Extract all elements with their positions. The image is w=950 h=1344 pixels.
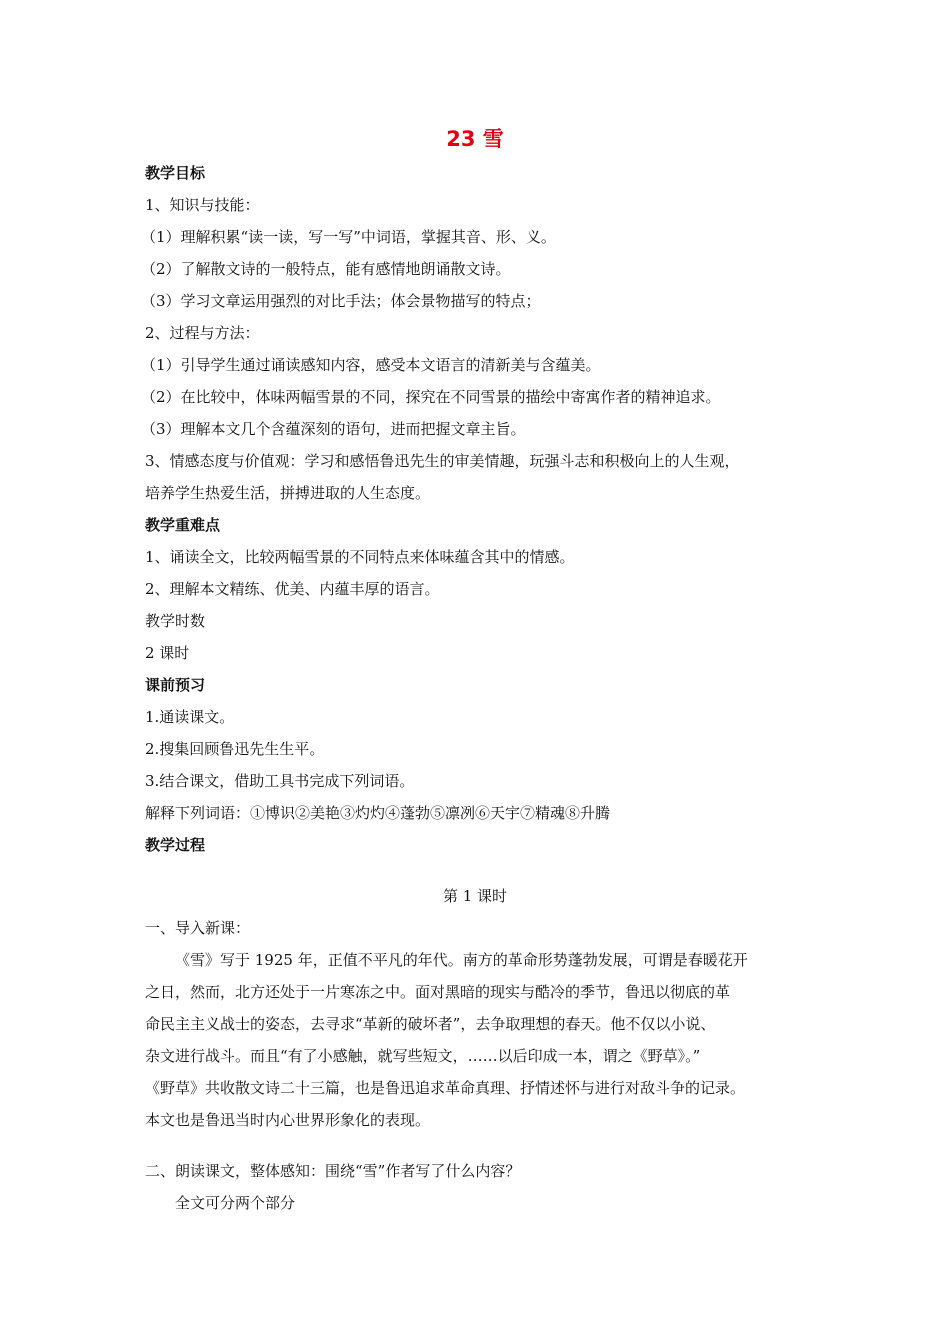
preview-item: 3.结合课文，借助工具书完成下列词语。 — [145, 772, 415, 790]
emotion-line-2: 培养学生热爱生活，拼搏进取的人生态度。 — [145, 484, 431, 502]
intro-paragraph-line: 本文也是鲁迅当时内心世界形象化的表现。 — [145, 1111, 431, 1129]
knowledge-item: （1）理解积累“读一读，写一写”中词语，掌握其音、形、义。 — [141, 228, 556, 246]
process-method-heading: 2、过程与方法： — [145, 324, 260, 342]
preview-item: 1.通读课文。 — [145, 708, 235, 726]
intro-paragraph-line: 《雪》写于 1925 年，正值不平凡的年代。南方的革命形势蓬勃发展，可谓是春暖花开 — [175, 951, 748, 969]
intro-paragraph-line: 之日，然而，北方还处于一片寒冻之中。面对黑暗的现实与酷冷的季节，鲁迅以彻底的革 — [145, 983, 731, 1001]
knowledge-item: （2）了解散文诗的一般特点，能有感情地朗诵散文诗。 — [141, 260, 511, 278]
intro-paragraph-line: 《野草》共收散文诗二十三篇，也是鲁迅追求革命真理、抒情述怀与进行对敌斗争的记录。 — [145, 1079, 746, 1097]
vocabulary-list: 解释下列词语：①博识②美艳③灼灼④蓬勃⑤凛冽⑥天宇⑦精魂⑧升腾 — [145, 804, 611, 822]
preview-item: 2.搜集回顾鲁迅先生生平。 — [145, 740, 325, 758]
lesson-label: 第 1 课时 — [442, 887, 508, 905]
process-method-item: （1）引导学生通过诵读感知内容，感受本文语言的清新美与含蕴美。 — [141, 356, 601, 374]
teaching-process-heading: 教学过程 — [145, 836, 206, 854]
emotion-line-1: 3、情感态度与价值观：学习和感悟鲁迅先生的审美情趣，玩强斗志和积极向上的人生观， — [145, 452, 740, 470]
preview-heading: 课前预习 — [145, 676, 206, 694]
knowledge-heading: 1、知识与技能： — [145, 196, 260, 214]
knowledge-item: （3）学习文章运用强烈的对比手法；体会景物描写的特点； — [141, 292, 541, 310]
process-method-item: （2）在比较中，体味两幅雪景的不同，探究在不同雪景的描绘中寄寓作者的精神追求。 — [141, 388, 721, 406]
key-points-heading: 教学重难点 — [145, 516, 221, 534]
reading-heading: 二、朗读课文，整体感知：围绕“雪”作者写了什么内容？ — [145, 1162, 521, 1180]
key-point-item: 2、理解本文精练、优美、内蕴丰厚的语言。 — [145, 580, 440, 598]
process-method-item: （3）理解本文几个含蕴深刻的语句，进而把握文章主旨。 — [141, 420, 526, 438]
intro-heading: 一、导入新课： — [145, 919, 251, 937]
reading-line: 全文可分两个部分 — [175, 1194, 296, 1212]
intro-paragraph-line: 命民主主义战士的姿态，去寻求“革新的破坏者”，去争取理想的春天。他不仅以小说、 — [145, 1015, 716, 1033]
key-point-item: 1、诵读全文，比较两幅雪景的不同特点来体味蕴含其中的情感。 — [145, 548, 575, 566]
objectives-heading: 教学目标 — [145, 164, 206, 182]
document-title: 23 雪 — [446, 127, 504, 151]
intro-paragraph-line: 杂文进行战斗。而且“有了小感触，就写些短文，……以后印成一本，谓之《野草》。” — [145, 1047, 701, 1065]
hours-heading: 教学时数 — [145, 612, 206, 630]
hours-value: 2 课时 — [145, 644, 190, 662]
